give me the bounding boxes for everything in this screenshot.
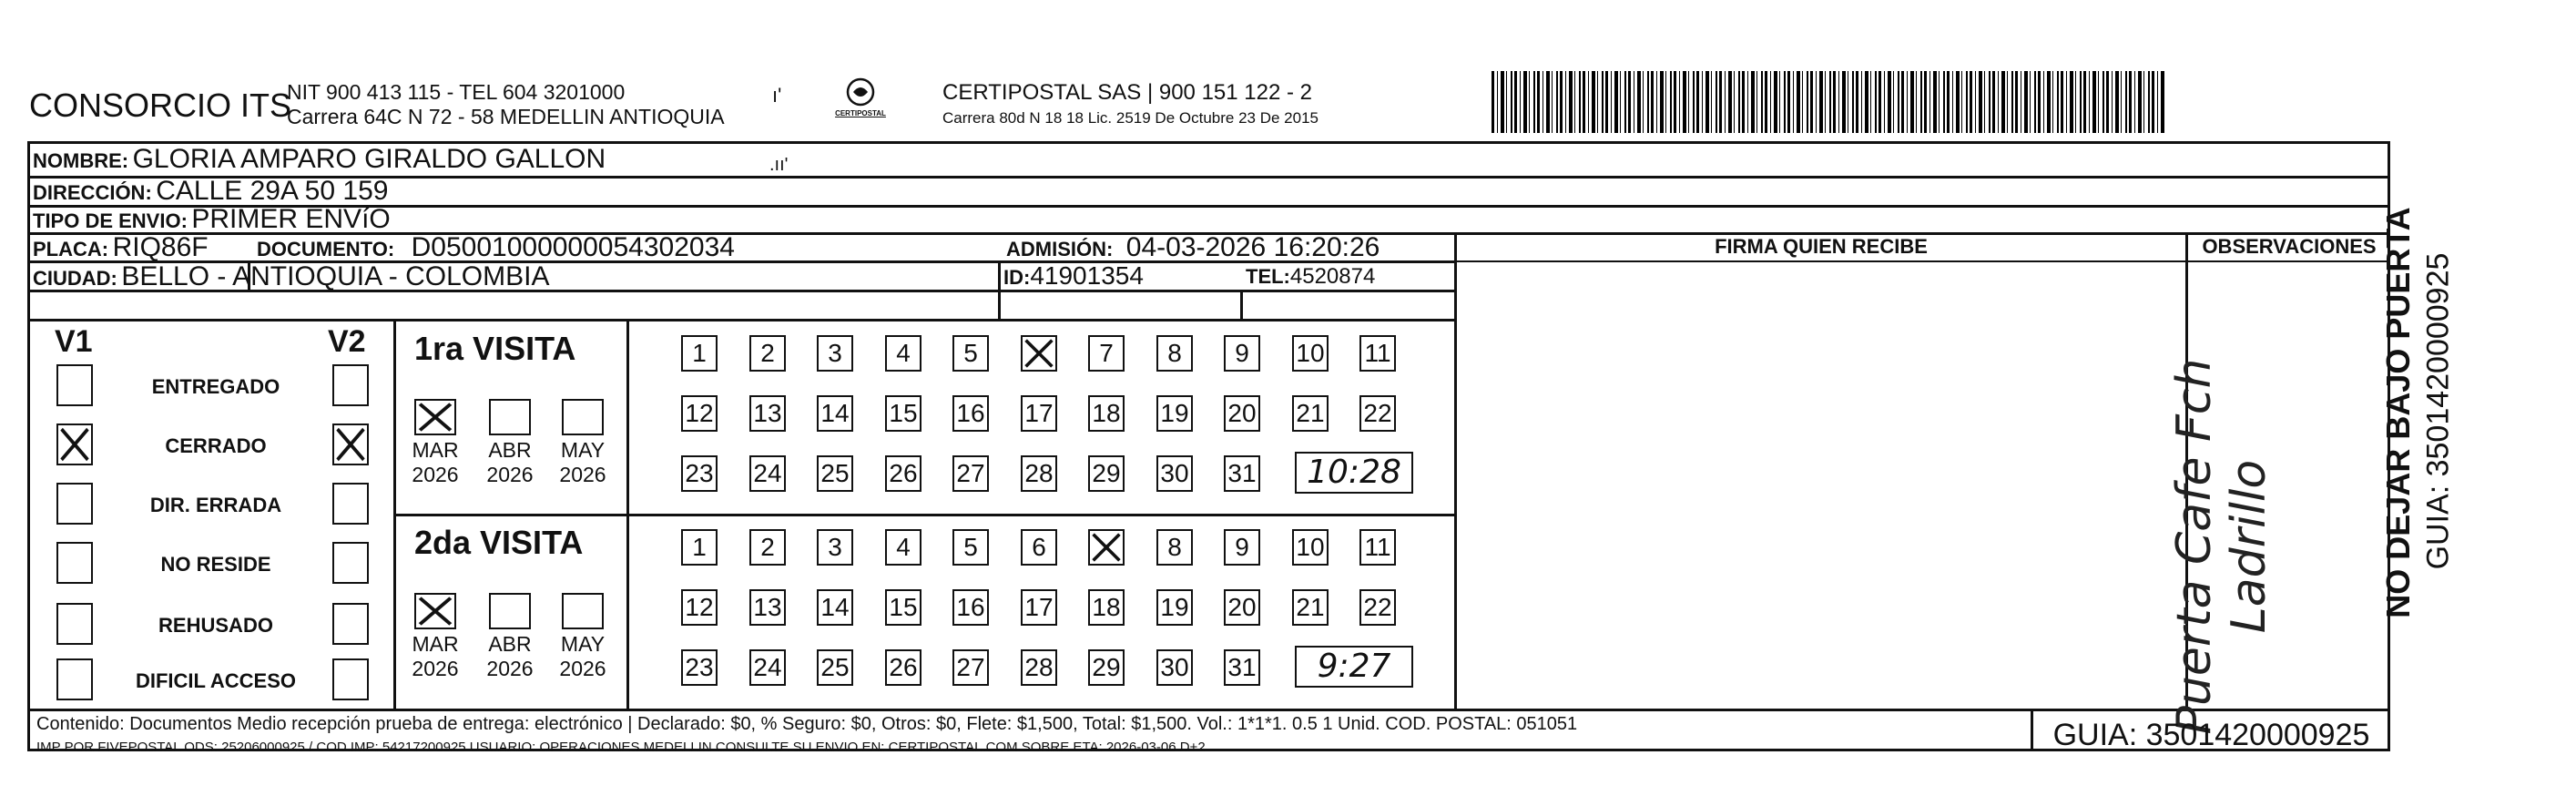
status-label-dificil-acceso: DIFICIL ACCESO <box>135 669 296 692</box>
second-visit-day-30[interactable]: 30 <box>1156 649 1193 686</box>
second-visit-day-9[interactable]: 9 <box>1224 529 1260 566</box>
v2-checkbox-dificil-acceso[interactable] <box>332 658 369 700</box>
second-visit-day-14[interactable]: 14 <box>817 589 853 626</box>
no-dejar-text: NO DEJAR BAJO PUERTA <box>2379 207 2417 618</box>
id-label: ID: <box>1003 266 1031 289</box>
footer-guia: GUIA: 3501420000925 <box>2052 718 2370 752</box>
second-visit-month-label-abr: ABR 2026 <box>486 632 534 680</box>
second-visit-month-box-may[interactable] <box>562 593 604 629</box>
first-visit-day-24[interactable]: 24 <box>749 455 786 492</box>
footer-contenido: Contenido: Documentos Medio recepción prueba de entrega: electrónico | Declarado: $0, % Seguro: $0, Otros: $0, Flete: $1,500, Total: $1,500. Vol.: 1*1*1. 0.5 1 Unid. COD. POSTAL: 051051 <box>36 714 1578 734</box>
second-visit-day-28[interactable]: 28 <box>1021 649 1057 686</box>
first-visit-day-6[interactable] <box>1021 335 1057 372</box>
v1-checkbox-entregado[interactable] <box>56 364 93 406</box>
first-visit-title: 1ra VISITA <box>414 330 576 367</box>
first-visit-day-16[interactable]: 16 <box>952 395 989 432</box>
admision-row <box>1006 232 1380 263</box>
second-visit-month-label-mar: MAR 2026 <box>412 632 459 680</box>
first-visit-day-5[interactable]: 5 <box>952 335 989 372</box>
status-label-no-reside: NO RESIDE <box>160 553 271 576</box>
v2-checkbox-rehusado[interactable] <box>332 603 369 645</box>
second-visit-day-29[interactable]: 29 <box>1088 649 1125 686</box>
first-visit-day-12[interactable]: 12 <box>681 395 718 432</box>
status-label-cerrado: CERRADO <box>165 434 267 457</box>
status-label-rehusado: REHUSADO <box>158 614 273 637</box>
first-visit-day-4[interactable]: 4 <box>885 335 921 372</box>
logo-icon <box>842 77 879 107</box>
v2-checkbox-entregado[interactable] <box>332 364 369 406</box>
first-visit-day-18[interactable]: 18 <box>1088 395 1125 432</box>
company-name: CONSORCIO ITS <box>29 87 292 124</box>
second-visit-day-1[interactable]: 1 <box>681 529 718 566</box>
certipostal-logo <box>829 77 892 129</box>
v1-checkbox-cerrado[interactable] <box>56 424 93 465</box>
second-visit-day-18[interactable]: 18 <box>1088 589 1125 626</box>
second-visit-day-7[interactable] <box>1088 529 1125 566</box>
tipo-label: TIPO DE ENVIO: <box>33 209 188 232</box>
v2-checkbox-dir-errada[interactable] <box>332 483 369 525</box>
first-visit-day-1[interactable]: 1 <box>681 335 718 372</box>
stray-mark: ı' <box>772 84 782 107</box>
first-visit-day-3[interactable]: 3 <box>817 335 853 372</box>
ciudad-row <box>33 261 549 292</box>
first-visit-month-label-may: MAY 2026 <box>559 438 606 486</box>
first-visit-month-box-abr[interactable] <box>489 399 531 435</box>
first-visit-day-19[interactable]: 19 <box>1156 395 1193 432</box>
second-visit-month-box-abr[interactable] <box>489 593 531 629</box>
v1-checkbox-rehusado[interactable] <box>56 603 93 645</box>
status-label-dir-errada: DIR. ERRADA <box>149 494 282 516</box>
direccion-label: DIRECCIÓN: <box>33 181 152 204</box>
second-visit-day-23[interactable]: 23 <box>681 649 718 686</box>
first-visit-day-29[interactable]: 29 <box>1088 455 1125 492</box>
second-visit-day-11[interactable]: 11 <box>1359 529 1396 566</box>
ciudad-label: CIUDAD: <box>33 267 117 290</box>
stray-mark: .ıı' <box>769 155 789 175</box>
first-visit-day-20[interactable]: 20 <box>1224 395 1260 432</box>
company-nit: NIT 900 413 115 - TEL 604 3201000 <box>287 80 626 104</box>
second-visit-day-25[interactable]: 25 <box>817 649 853 686</box>
placa-value: RIQ86F <box>112 232 209 262</box>
certipostal-address: Carrera 80d N 18 18 Lic. 2519 De Octubre 23 De 2015 <box>942 109 1319 127</box>
second-visit-day-6[interactable]: 6 <box>1021 529 1057 566</box>
observaciones-label: OBSERVACIONES <box>2202 235 2377 258</box>
v1-checkbox-no-reside[interactable] <box>56 542 93 584</box>
second-visit-day-3[interactable]: 3 <box>817 529 853 566</box>
first-visit-day-17[interactable]: 17 <box>1021 395 1057 432</box>
second-visit-day-21[interactable]: 21 <box>1292 589 1329 626</box>
ciudad-value: BELLO - ANTIOQUIA - COLOMBIA <box>121 261 550 291</box>
observaciones-handwritten: Puerta Cafe Fch Ladrillo <box>2167 358 2276 735</box>
firma-label: FIRMA QUIEN RECIBE <box>1715 235 1928 258</box>
tel-row <box>1246 264 1375 290</box>
second-visit-day-17[interactable]: 17 <box>1021 589 1057 626</box>
second-visit-day-13[interactable]: 13 <box>749 589 786 626</box>
second-visit-month-box-mar[interactable] <box>414 593 456 629</box>
second-visit-day-15[interactable]: 15 <box>885 589 921 626</box>
nombre-value: GLORIA AMPARO GIRALDO GALLON <box>132 144 606 174</box>
placa-row <box>33 232 209 263</box>
first-visit-day-23[interactable]: 23 <box>681 455 718 492</box>
first-visit-month-box-mar[interactable] <box>414 399 456 435</box>
first-visit-day-25[interactable]: 25 <box>817 455 853 492</box>
first-visit-day-8[interactable]: 8 <box>1156 335 1193 372</box>
placa-label: PLACA: <box>33 238 109 260</box>
second-visit-title: 2da VISITA <box>414 524 584 561</box>
certipostal-line: CERTIPOSTAL SAS | 900 151 122 - 2 <box>942 80 1312 105</box>
second-visit-day-10[interactable]: 10 <box>1292 529 1329 566</box>
v1-checkbox-dir-errada[interactable] <box>56 483 93 525</box>
v2-checkbox-no-reside[interactable] <box>332 542 369 584</box>
v1-checkbox-dificil-acceso[interactable] <box>56 658 93 700</box>
second-visit-day-16[interactable]: 16 <box>952 589 989 626</box>
second-visit-day-27[interactable]: 27 <box>952 649 989 686</box>
second-visit-month-label-may: MAY 2026 <box>559 632 606 680</box>
second-visit-time-handwritten: 9:27 <box>1295 646 1413 688</box>
second-visit-day-31[interactable]: 31 <box>1224 649 1260 686</box>
second-visit-day-22[interactable]: 22 <box>1359 589 1396 626</box>
second-visit-day-2[interactable]: 2 <box>749 529 786 566</box>
first-visit-day-21[interactable]: 21 <box>1292 395 1329 432</box>
second-visit-day-8[interactable]: 8 <box>1156 529 1193 566</box>
v1-label: V1 <box>55 324 93 359</box>
company-address: Carrera 64C N 72 - 58 MEDELLIN ANTIOQUIA <box>287 105 725 128</box>
v2-checkbox-cerrado[interactable] <box>332 424 369 465</box>
first-visit-day-27[interactable]: 27 <box>952 455 989 492</box>
documento-row <box>257 232 735 263</box>
first-visit-day-26[interactable]: 26 <box>885 455 921 492</box>
id-value: 41901354 <box>1030 261 1144 290</box>
first-visit-day-13[interactable]: 13 <box>749 395 786 432</box>
first-visit-day-22[interactable]: 22 <box>1359 395 1396 432</box>
first-visit-day-28[interactable]: 28 <box>1021 455 1057 492</box>
second-visit-day-19[interactable]: 19 <box>1156 589 1193 626</box>
second-visit-day-20[interactable]: 20 <box>1224 589 1260 626</box>
second-visit-day-4[interactable]: 4 <box>885 529 921 566</box>
first-visit-day-9[interactable]: 9 <box>1224 335 1260 372</box>
first-visit-day-30[interactable]: 30 <box>1156 455 1193 492</box>
second-visit-day-12[interactable]: 12 <box>681 589 718 626</box>
status-label-entregado: ENTREGADO <box>151 375 280 398</box>
documento-value: D05001000000054302034 <box>411 232 735 262</box>
first-visit-day-7[interactable]: 7 <box>1088 335 1125 372</box>
tipo-value: PRIMER ENVíO <box>191 204 391 234</box>
direccion-row <box>33 176 388 207</box>
side-guia-text: GUIA: 3501420000925 <box>2420 252 2456 570</box>
first-visit-time-handwritten: 10:28 <box>1295 452 1413 494</box>
first-visit-day-2[interactable]: 2 <box>749 335 786 372</box>
tipo-row <box>33 204 391 235</box>
first-visit-month-box-may[interactable] <box>562 399 604 435</box>
first-visit-day-10[interactable]: 10 <box>1292 335 1329 372</box>
second-visit-day-24[interactable]: 24 <box>749 649 786 686</box>
id-row <box>1003 261 1144 291</box>
nombre-label: NOMBRE: <box>33 149 129 172</box>
direccion-value: CALLE 29A 50 159 <box>156 176 389 206</box>
first-visit-day-15[interactable]: 15 <box>885 395 921 432</box>
second-visit-day-5[interactable]: 5 <box>952 529 989 566</box>
tel-label: TEL: <box>1246 265 1290 288</box>
second-visit-day-26[interactable]: 26 <box>885 649 921 686</box>
footer-imp: IMP POR FIVEPOSTAL ODS: 25206000925 / COD.IMP: 54217200925 USUARIO: OPERACIONES MEDELLIN CONSULTE SU ENVIO EN: CERTIPOSTAL.COM SOBRE ETA: 2026-03-06 D+2 <box>36 740 1206 755</box>
nombre-row <box>33 144 606 175</box>
logo-text: CERTIPOSTAL <box>835 109 886 117</box>
admision-value: 04-03-2026 16:20:26 <box>1125 232 1380 262</box>
first-visit-month-label-mar: MAR 2026 <box>412 438 459 486</box>
first-visit-day-11[interactable]: 11 <box>1359 335 1396 372</box>
tel-value: 4520874 <box>1289 264 1376 289</box>
first-visit-day-14[interactable]: 14 <box>817 395 853 432</box>
barcode <box>1492 71 2165 133</box>
v2-label: V2 <box>328 324 366 359</box>
first-visit-month-label-abr: ABR 2026 <box>486 438 534 486</box>
first-visit-day-31[interactable]: 31 <box>1224 455 1260 492</box>
documento-label: DOCUMENTO: <box>257 238 395 260</box>
admision-label: ADMISIÓN: <box>1006 238 1114 260</box>
